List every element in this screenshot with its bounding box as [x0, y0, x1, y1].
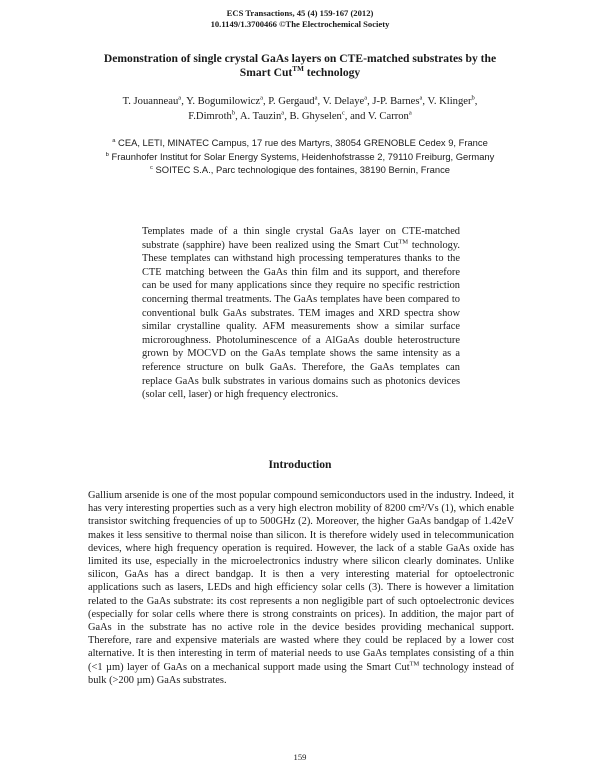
- journal-citation: ECS Transactions, 45 (4) 159-167 (2012): [226, 8, 374, 18]
- author-affiliation-mark: c: [341, 109, 345, 117]
- author-line: [80, 94, 520, 109]
- abstract-text: Templates made of a thin single crystal GaAs layer on CTE-matched substrate (sapphire) have been realized using the Smart Cut: [142, 226, 460, 251]
- author-affiliation-mark: a: [314, 94, 318, 102]
- author-affiliation-mark: a: [419, 94, 423, 102]
- journal-header: [0, 8, 600, 30]
- author-name: V. Klinger: [427, 96, 472, 107]
- author-name: T. Jouanneau: [122, 96, 179, 107]
- title-text-end: technology: [303, 66, 361, 79]
- affiliation: [100, 150, 500, 164]
- affiliation-mark: b: [105, 151, 109, 158]
- paper-title: [90, 52, 510, 80]
- author-separator: ,: [284, 111, 290, 122]
- page-number: 159: [293, 752, 307, 762]
- author-separator: ,: [235, 111, 240, 122]
- abstract-paragraph: [142, 225, 460, 402]
- author-name: V. Delaye: [322, 96, 365, 107]
- body-text: Gallium arsenide is one of the most popular compound semiconductors used in the industry. Indeed, it has very interesting properties such as a very high electron mobility of 8200 cm²/Vs (1), which enable transistor switching frequencies of up to 500GHz (2). Moreover, the higher GaAs bandgap of 1.42eV makes it less sensitive to thermal noise than silicon. It is therefore widely used in telecommunication devices, where high frequency operation is required. However, the lack of a stable GaAs oxide has limited its use, especially in the microelectronics industry where silicon clearly dominates. Unlike silicon, GaAs has a direct bandgap. It is then a very interesting material for optoelectronic applications such as lasers, LEDs and high efficiency solar cells (3). There is however a limitation related to the GaAs substrate: its cost represents a non negligible part of such optoelectronic devices (especially for solar cells where there is strong constraints on prices). In addition, the major part of GaAs in the substrate has no active role in the device besides providing mechanical support. Therefore, rare and expensive materials are wasted where they could be replaced by a lower cost alternative. It is then interesting in term of material needs to use GaAs templates consisting of a thin (<1 µm) layer of GaAs on a mechanical support made using the Smart Cut: [88, 490, 514, 673]
- abstract-text-cont: technology. These templates can withstand high processing temperatures thanks to the CTE matching between the GaAs thin film and its support, and therefore can be used for many applications since they require no specific restriction concerning thermal treatments. The GaAs templates have been compared to conventional bulk GaAs substrates. TEM images and XRD spectra show similar crystalline quality. AFM measurements show a similar surface microroughness. Photoluminescence of a AlGaAs double heterostructure grown by MOCVD on the GaAs template shows the same intensity as a reference structure on bulk GaAs. Therefore, the GaAs templates can replace GaAs bulk substrates in various domains such as photonics devices (solar cell, laser) or high frequency electronics.: [142, 239, 460, 401]
- author-name: B. Ghyselen: [289, 111, 342, 122]
- author-name: J-P. Barnes: [372, 96, 420, 107]
- introduction-body: [88, 489, 514, 687]
- author-separator: ,: [317, 96, 323, 107]
- author-line: [80, 109, 520, 124]
- author-affiliation-mark: a: [260, 94, 263, 102]
- affiliation-text: CEA, LETI, MINATEC Campus, 17 rue des Martyrs, 38054 GRENOBLE Cedex 9, France: [115, 137, 488, 148]
- affiliation-text: SOITEC S.A., Parc technologique des fontaines, 38190 Bernin, France: [152, 164, 450, 175]
- author-affiliation-mark: b: [471, 94, 475, 102]
- abstract: [142, 225, 460, 402]
- author-separator: , and: [344, 111, 368, 122]
- author-separator: ,: [262, 96, 269, 107]
- author-affiliation-mark: a: [178, 94, 182, 102]
- title-trademark: TM: [292, 65, 304, 74]
- author-name: F.Dimroth: [188, 111, 232, 122]
- author-affiliation-mark: a: [281, 109, 285, 117]
- title-text: Demonstration of single crystal GaAs layers on CTE-matched substrates by the Smart Cut: [103, 52, 497, 79]
- author-affiliation-mark: b: [231, 109, 236, 117]
- body-trademark: TM: [409, 660, 420, 668]
- author-affiliation-mark: a: [408, 109, 412, 117]
- author-separator: ,: [367, 96, 373, 107]
- doi-copyright: 10.1149/1.3700466 ©The Electrochemical Society: [210, 19, 390, 29]
- author-separator: ,: [181, 96, 187, 107]
- body-text-cont: technology instead of bulk (>200 µm) GaAs substrates.: [88, 661, 514, 686]
- author-name: A. Tauzin: [239, 111, 282, 122]
- author-affiliation-mark: a: [364, 94, 368, 102]
- affiliation: [100, 163, 500, 177]
- section-heading-introduction: Introduction: [268, 458, 332, 471]
- affiliation: [100, 136, 500, 150]
- author-name: P. Gergaud: [268, 96, 315, 107]
- body-paragraph: [88, 489, 514, 687]
- author-separator: ,: [422, 96, 428, 107]
- author-name: Y. Bogumilowicz: [186, 96, 261, 107]
- affiliation-mark: c: [150, 164, 153, 171]
- affiliation-mark: a: [112, 137, 116, 144]
- author-separator: ,: [474, 96, 478, 107]
- affiliation-list: [100, 136, 500, 177]
- author-name: V. Carron: [367, 111, 409, 122]
- affiliation-text: Fraunhofer Institut for Solar Energy Systems, Heidenhofstrasse 2, 79110 Freiburg, Germany: [108, 150, 495, 162]
- abstract-trademark: TM: [398, 238, 409, 246]
- author-list: [80, 94, 520, 124]
